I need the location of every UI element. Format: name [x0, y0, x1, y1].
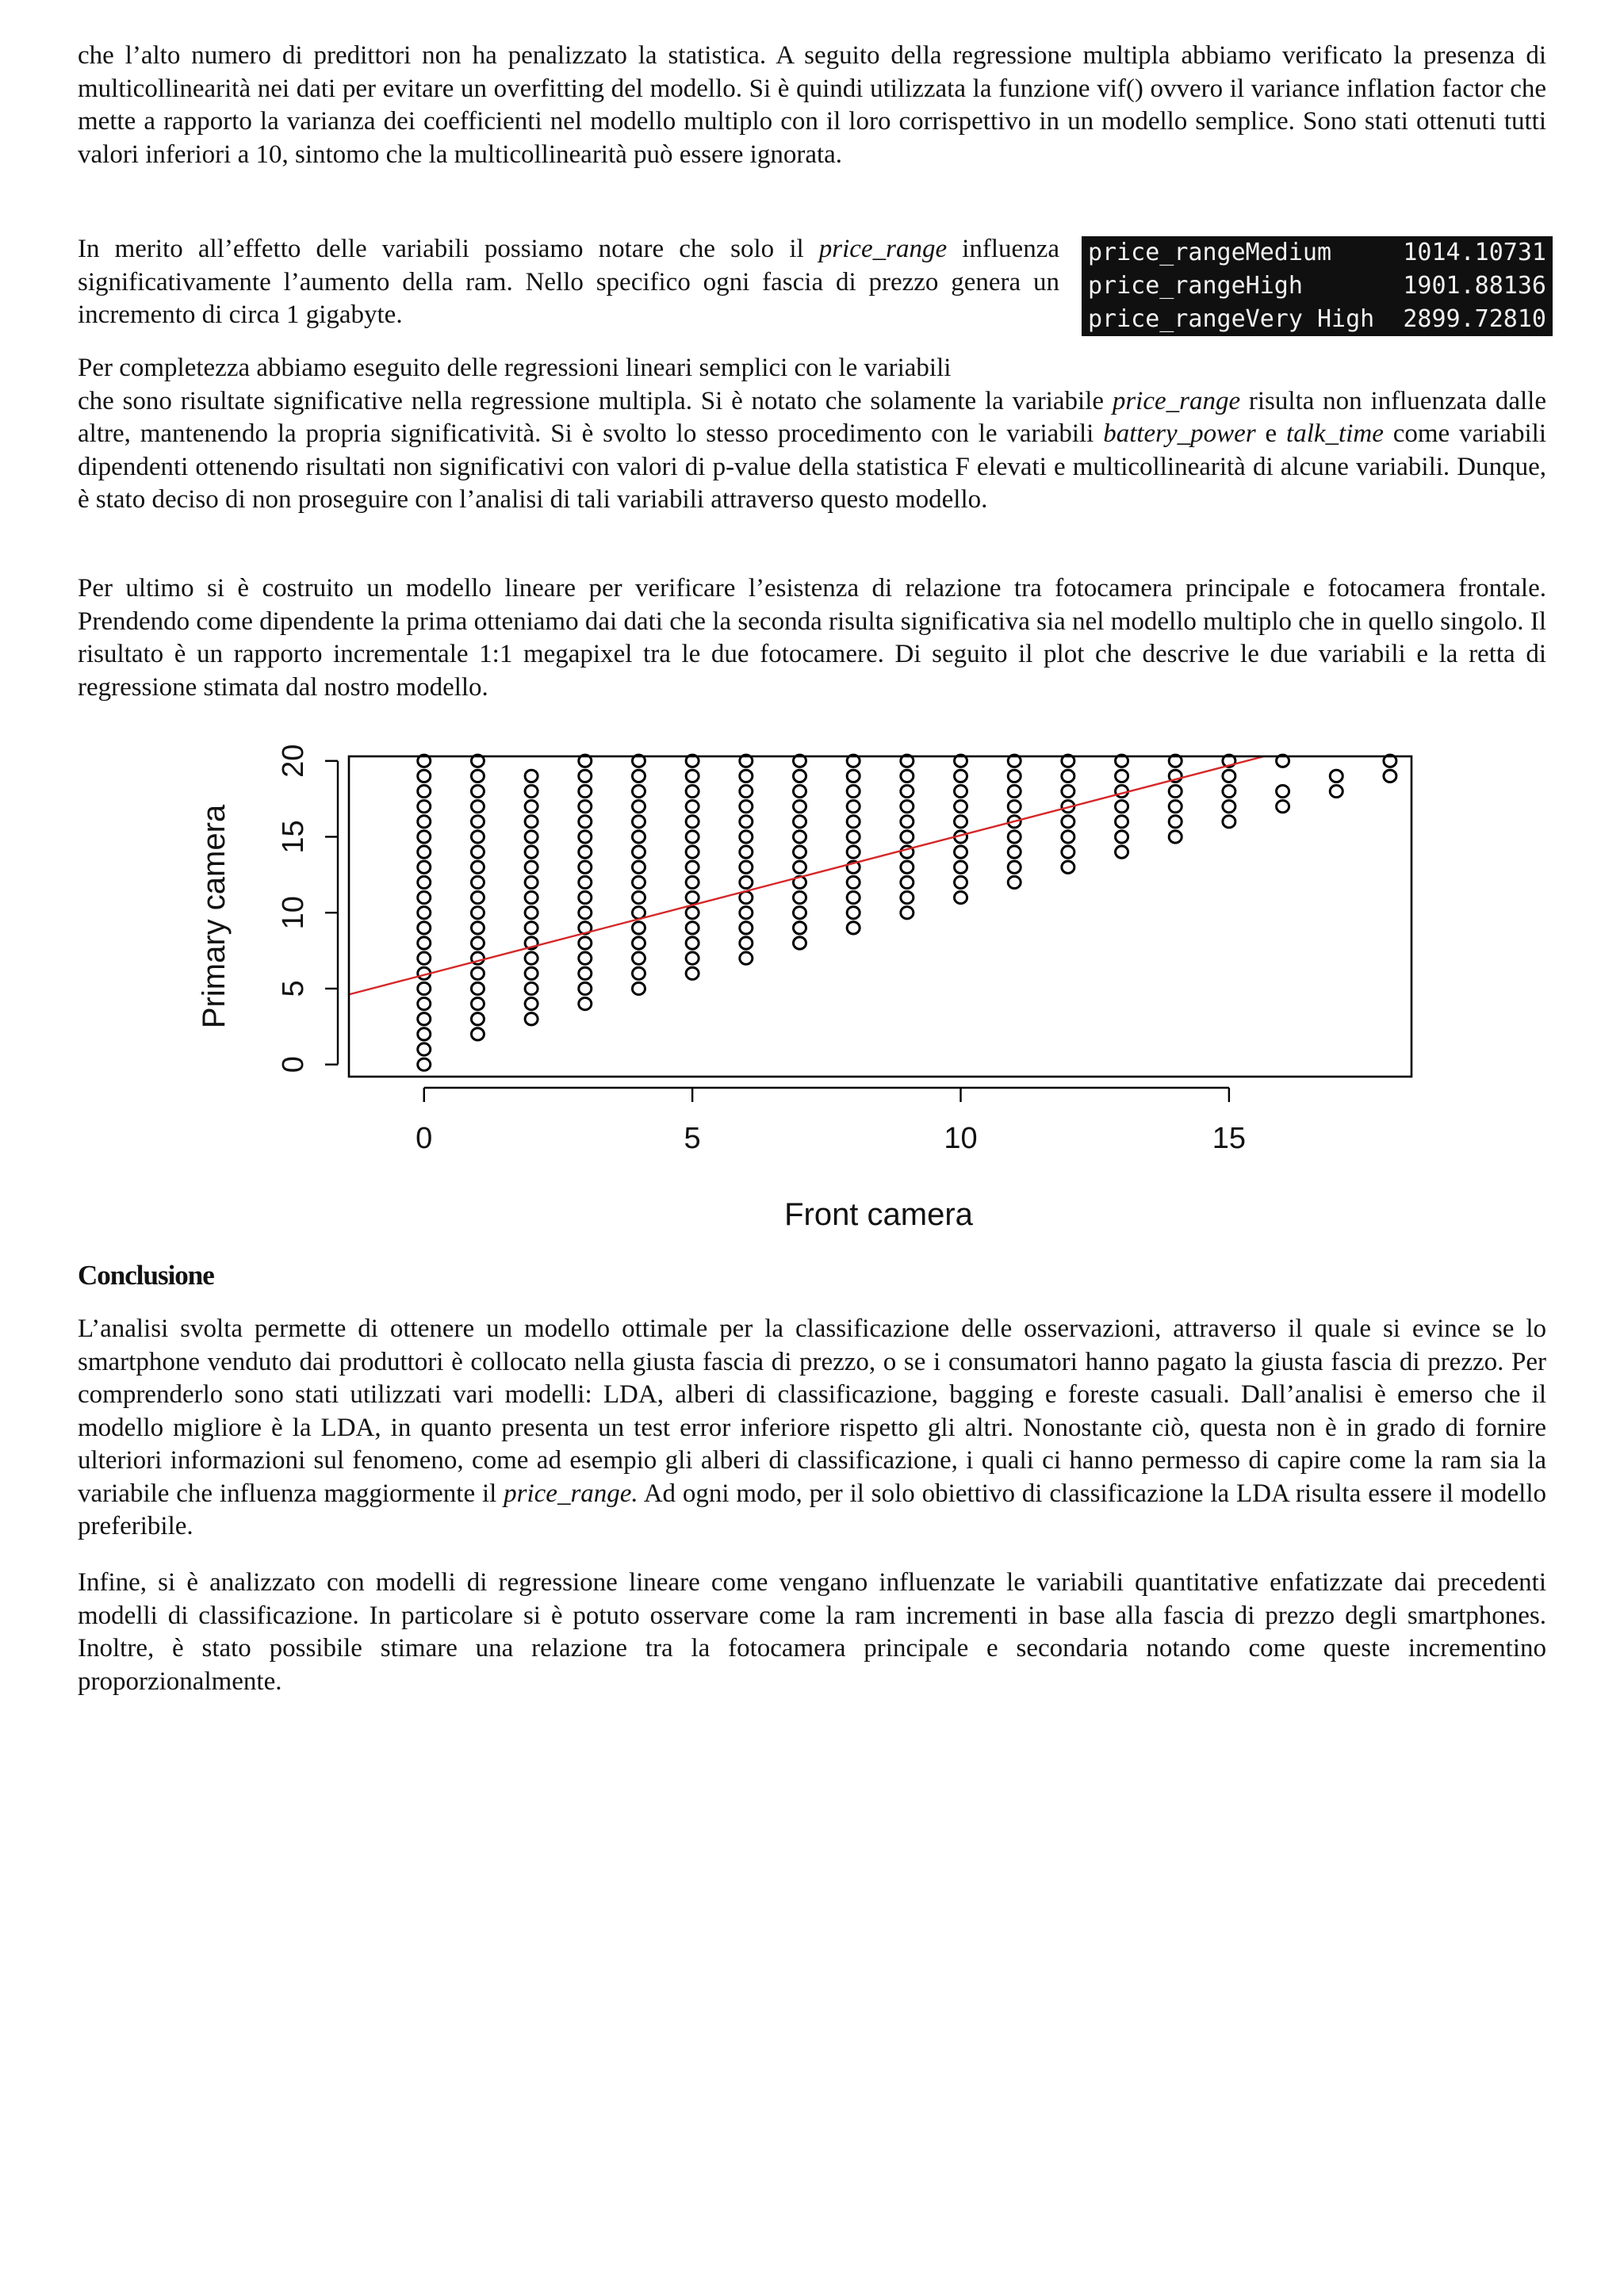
data-point [579, 891, 592, 903]
data-point [418, 1058, 431, 1070]
data-point [901, 801, 914, 813]
data-point [418, 831, 431, 843]
data-point [471, 801, 484, 813]
data-point [686, 922, 699, 934]
paragraph-conclusion: L’analisi svolta permette di ottenere un modello ottimale per la classificazione delle osservazioni, attraverso il quale si evince se lo smartphone venduto dai produttori è collocato nella giusta fascia di prezzo, o se i consumatori hanno pagato la giusta fascia di prezzo. Per comprenderlo sono stati utilizzati vari modelli: LDA, alberi di classificazione, bagging e foreste casuali. Dall’analisi è emerso che il modello migliore è la LDA, in quanto presenta un test error inferiore rispetto gli altri. Nonostante ciò, questa non è in grado di fornire ulteriori informazioni sul fenomeno, come ad esempio gli alberi di classificazione, i quali ci hanno permesso di capire come la ram sia la variabile che influenza maggiormente il price_range. Ad ogni modo, per il solo obiettivo di classificazione la LDA risulta essere il modello preferibile. [78, 1314, 1546, 1540]
data-point [955, 785, 967, 797]
data-point [1116, 801, 1128, 813]
data-point [525, 770, 538, 782]
data-point [579, 770, 592, 782]
data-point [740, 891, 753, 903]
data-point [686, 876, 699, 888]
data-point [579, 952, 592, 964]
data-point [632, 846, 645, 858]
data-point [471, 907, 484, 919]
data-point [901, 785, 914, 797]
coefficient-row: price_rangeMedium 1014.10731 [1088, 239, 1546, 266]
data-point [1008, 876, 1021, 888]
data-point [525, 1013, 538, 1025]
data-point [579, 937, 592, 949]
scatter-plot [0, 729, 1624, 1237]
data-point [740, 816, 753, 828]
data-point [579, 861, 592, 873]
data-point [1116, 816, 1128, 828]
data-point [632, 967, 645, 979]
data-point [418, 1013, 431, 1025]
data-point [1062, 816, 1074, 828]
data-point [901, 891, 914, 903]
data-point [525, 816, 538, 828]
data-point [1384, 770, 1396, 782]
paragraph-camera-model: Per ultimo si è costruito un modello lineare per verificare l’esistenza di relazione tra fotocamera principale e fotocamera frontale. Prendendo come dipendente la prima otteniamo dai dati che la seconda risulta significativa sia nel modello multiplo che in quello singolo. Il risultato è un rapporto incrementale 1:1 megapixel tra le due fotocamere. Di seguito il plot che descrive le due variabili e la retta di regressione stimata dal nostro modello. [78, 574, 1546, 702]
data-point [418, 891, 431, 903]
data-point [632, 861, 645, 873]
data-point [847, 891, 860, 903]
data-point [525, 891, 538, 903]
data-point [793, 831, 806, 843]
data-point [686, 770, 699, 782]
data-point [1169, 785, 1182, 797]
data-point [1169, 831, 1182, 843]
data-point [1008, 846, 1021, 858]
data-point [632, 982, 645, 994]
data-point [1169, 801, 1182, 813]
data-point [471, 846, 484, 858]
data-point [471, 967, 484, 979]
data-point [1223, 816, 1235, 828]
data-point [525, 801, 538, 813]
paragraph-variable-effect: In merito all’effetto delle variabili possiamo notare che solo il price_range influenza significativamente l’aumento della ram. Nello specifico ogni fascia di prezzo genera un incremento di circa 1 gigabyte. [78, 235, 1059, 329]
data-point [471, 876, 484, 888]
data-point [418, 1028, 431, 1040]
data-point [632, 922, 645, 934]
data-point [955, 801, 967, 813]
data-point [1223, 770, 1235, 782]
y-tick-label: 0 [277, 1056, 310, 1073]
data-point [471, 861, 484, 873]
scatter-points [418, 755, 1396, 1070]
data-point [418, 770, 431, 782]
data-point [793, 922, 806, 934]
data-point [632, 937, 645, 949]
data-point [632, 801, 645, 813]
data-point [740, 922, 753, 934]
plot-frame [349, 756, 1411, 1077]
data-point [793, 816, 806, 828]
data-point [1008, 785, 1021, 797]
data-point [793, 891, 806, 903]
data-point [418, 1043, 431, 1055]
data-point [1062, 770, 1074, 782]
x-axis-label: Front camera [784, 1197, 973, 1232]
data-point [1008, 770, 1021, 782]
data-point [955, 816, 967, 828]
data-point [471, 831, 484, 843]
data-point [955, 846, 967, 858]
data-point [901, 770, 914, 782]
data-point [740, 831, 753, 843]
data-point [525, 861, 538, 873]
data-point [525, 997, 538, 1009]
data-point [1223, 801, 1235, 813]
section-heading: Conclusione [78, 1260, 214, 1291]
data-point [579, 785, 592, 797]
data-point [471, 922, 484, 934]
coefficient-output [1082, 236, 1553, 336]
data-point [847, 907, 860, 919]
data-point [686, 861, 699, 873]
data-point [418, 922, 431, 934]
x-tick-label: 10 [944, 1122, 978, 1155]
data-point [418, 801, 431, 813]
data-point [901, 816, 914, 828]
data-point [1223, 785, 1235, 797]
data-point [579, 801, 592, 813]
y-tick-label: 5 [277, 980, 310, 997]
data-point [847, 876, 860, 888]
data-point [740, 801, 753, 813]
data-point [1116, 831, 1128, 843]
data-point [418, 846, 431, 858]
data-point [632, 891, 645, 903]
x-tick-label: 15 [1212, 1122, 1247, 1155]
data-point [471, 982, 484, 994]
data-point [471, 891, 484, 903]
data-point [471, 937, 484, 949]
x-tick-label: 5 [684, 1122, 701, 1155]
data-point [686, 937, 699, 949]
data-point [793, 937, 806, 949]
data-point [525, 967, 538, 979]
data-point [418, 982, 431, 994]
data-point [418, 785, 431, 797]
data-point [579, 982, 592, 994]
data-point [1330, 770, 1342, 782]
data-point [847, 785, 860, 797]
data-point [740, 937, 753, 949]
data-point [632, 876, 645, 888]
data-point [418, 997, 431, 1009]
y-tick-label: 15 [277, 820, 310, 854]
data-point [955, 876, 967, 888]
data-point [793, 846, 806, 858]
data-point [1277, 785, 1289, 797]
data-point [418, 952, 431, 964]
data-point [740, 861, 753, 873]
data-point [525, 846, 538, 858]
data-point [793, 801, 806, 813]
data-point [471, 997, 484, 1009]
data-point [1116, 770, 1128, 782]
data-point [1062, 861, 1074, 873]
data-point [471, 770, 484, 782]
data-point [632, 785, 645, 797]
data-point [471, 1028, 484, 1040]
y-axis-label: Primary camera [197, 804, 232, 1029]
data-point [686, 785, 699, 797]
data-point [525, 982, 538, 994]
data-point [1116, 846, 1128, 858]
data-point [686, 831, 699, 843]
data-point [579, 816, 592, 828]
data-point [686, 846, 699, 858]
data-point [1062, 785, 1074, 797]
data-point [740, 952, 753, 964]
data-point [579, 967, 592, 979]
paragraph-final: Infine, si è analizzato con modelli di regressione lineare come vengano influenzate le variabili quantitative enfatizzate dai precedenti modelli di classificazione. In particolare si è potuto osservare come la ram incrementi in base alla fascia di prezzo degli smartphones. Inoltre, è stato possibile stimare una relazione tra la fotocamera principale e secondaria notando come queste incrementino proporzionalmente. [78, 1568, 1546, 1696]
data-point [471, 816, 484, 828]
data-point [525, 922, 538, 934]
data-point [579, 846, 592, 858]
data-point [793, 861, 806, 873]
data-point [901, 861, 914, 873]
data-point [847, 922, 860, 934]
data-point [1062, 831, 1074, 843]
y-tick-label: 20 [277, 744, 310, 778]
data-point [579, 907, 592, 919]
data-point [1062, 846, 1074, 858]
data-point [525, 785, 538, 797]
data-point [418, 907, 431, 919]
coefficient-row: price_rangeHigh 1901.88136 [1088, 272, 1546, 300]
data-point [632, 907, 645, 919]
data-point [1008, 831, 1021, 843]
coefficient-row: price_rangeVery High 2899.72810 [1088, 305, 1546, 333]
data-point [955, 891, 967, 903]
data-point [418, 816, 431, 828]
data-point [686, 952, 699, 964]
data-point [955, 770, 967, 782]
paragraph-multicollinearity: che l’alto numero di predittori non ha penalizzato la statistica. A seguito della regressione multipla abbiamo verificato la presenza di multicollinearità nei dati per evitare un overfitting del modello. Si è quindi utilizzata la funzione vif() ovvero il variance inflation factor che mette a rapporto la varianza dei coefficienti nel modello multiplo con il loro corrispettivo in un modello semplice. Sono stati ottenuti tutti valori inferiori a 10, sintomo che la multicollinearità può essere ignorata. [78, 41, 1546, 169]
data-point [740, 770, 753, 782]
data-point [847, 801, 860, 813]
data-point [525, 876, 538, 888]
data-point [418, 876, 431, 888]
data-point [1277, 801, 1289, 813]
data-point [471, 1013, 484, 1025]
data-point [793, 785, 806, 797]
data-point [847, 816, 860, 828]
data-point [847, 770, 860, 782]
data-point [793, 907, 806, 919]
data-point [525, 907, 538, 919]
data-point [1330, 785, 1342, 797]
data-point [686, 801, 699, 813]
data-point [686, 891, 699, 903]
x-tick-label: 0 [416, 1122, 433, 1155]
data-point [632, 831, 645, 843]
data-point [686, 967, 699, 979]
data-point [686, 907, 699, 919]
data-point [579, 997, 592, 1009]
data-point [632, 952, 645, 964]
data-point [471, 785, 484, 797]
data-point [740, 846, 753, 858]
data-point [579, 831, 592, 843]
data-point [418, 937, 431, 949]
data-point [632, 816, 645, 828]
data-point [418, 861, 431, 873]
data-point [740, 907, 753, 919]
data-point [1169, 816, 1182, 828]
data-point [847, 831, 860, 843]
var-price-range: price_range [818, 235, 948, 263]
data-point [901, 831, 914, 843]
y-tick-label: 10 [277, 896, 310, 930]
data-point [525, 831, 538, 843]
data-point [1008, 861, 1021, 873]
data-point [686, 816, 699, 828]
data-point [793, 770, 806, 782]
data-point [740, 876, 753, 888]
data-point [740, 785, 753, 797]
data-point [847, 846, 860, 858]
data-point [579, 876, 592, 888]
data-point [632, 770, 645, 782]
data-point [1008, 801, 1021, 813]
paragraph-simple-regressions: Per completezza abbiamo eseguito delle regressioni lineari semplici con le variabili che sono risultate significative nella regressione multipla. Si è notato che solamente la variabile price_range risulta non influenzata dalle altre, mantenendo la propria significatività. Si è svolto lo stesso procedimento con le variabili battery_power e talk_time come variabili dipendenti ottenendo risultati non significativi con valori di p-value della statistica F elevati e multicollinearità di alcune variabili. Dunque, è stato deciso di non proseguire con l’analisi di tali variabili attraverso questo modello. [78, 354, 1546, 514]
data-point [901, 907, 914, 919]
data-point [525, 952, 538, 964]
data-point [955, 861, 967, 873]
data-point [901, 876, 914, 888]
